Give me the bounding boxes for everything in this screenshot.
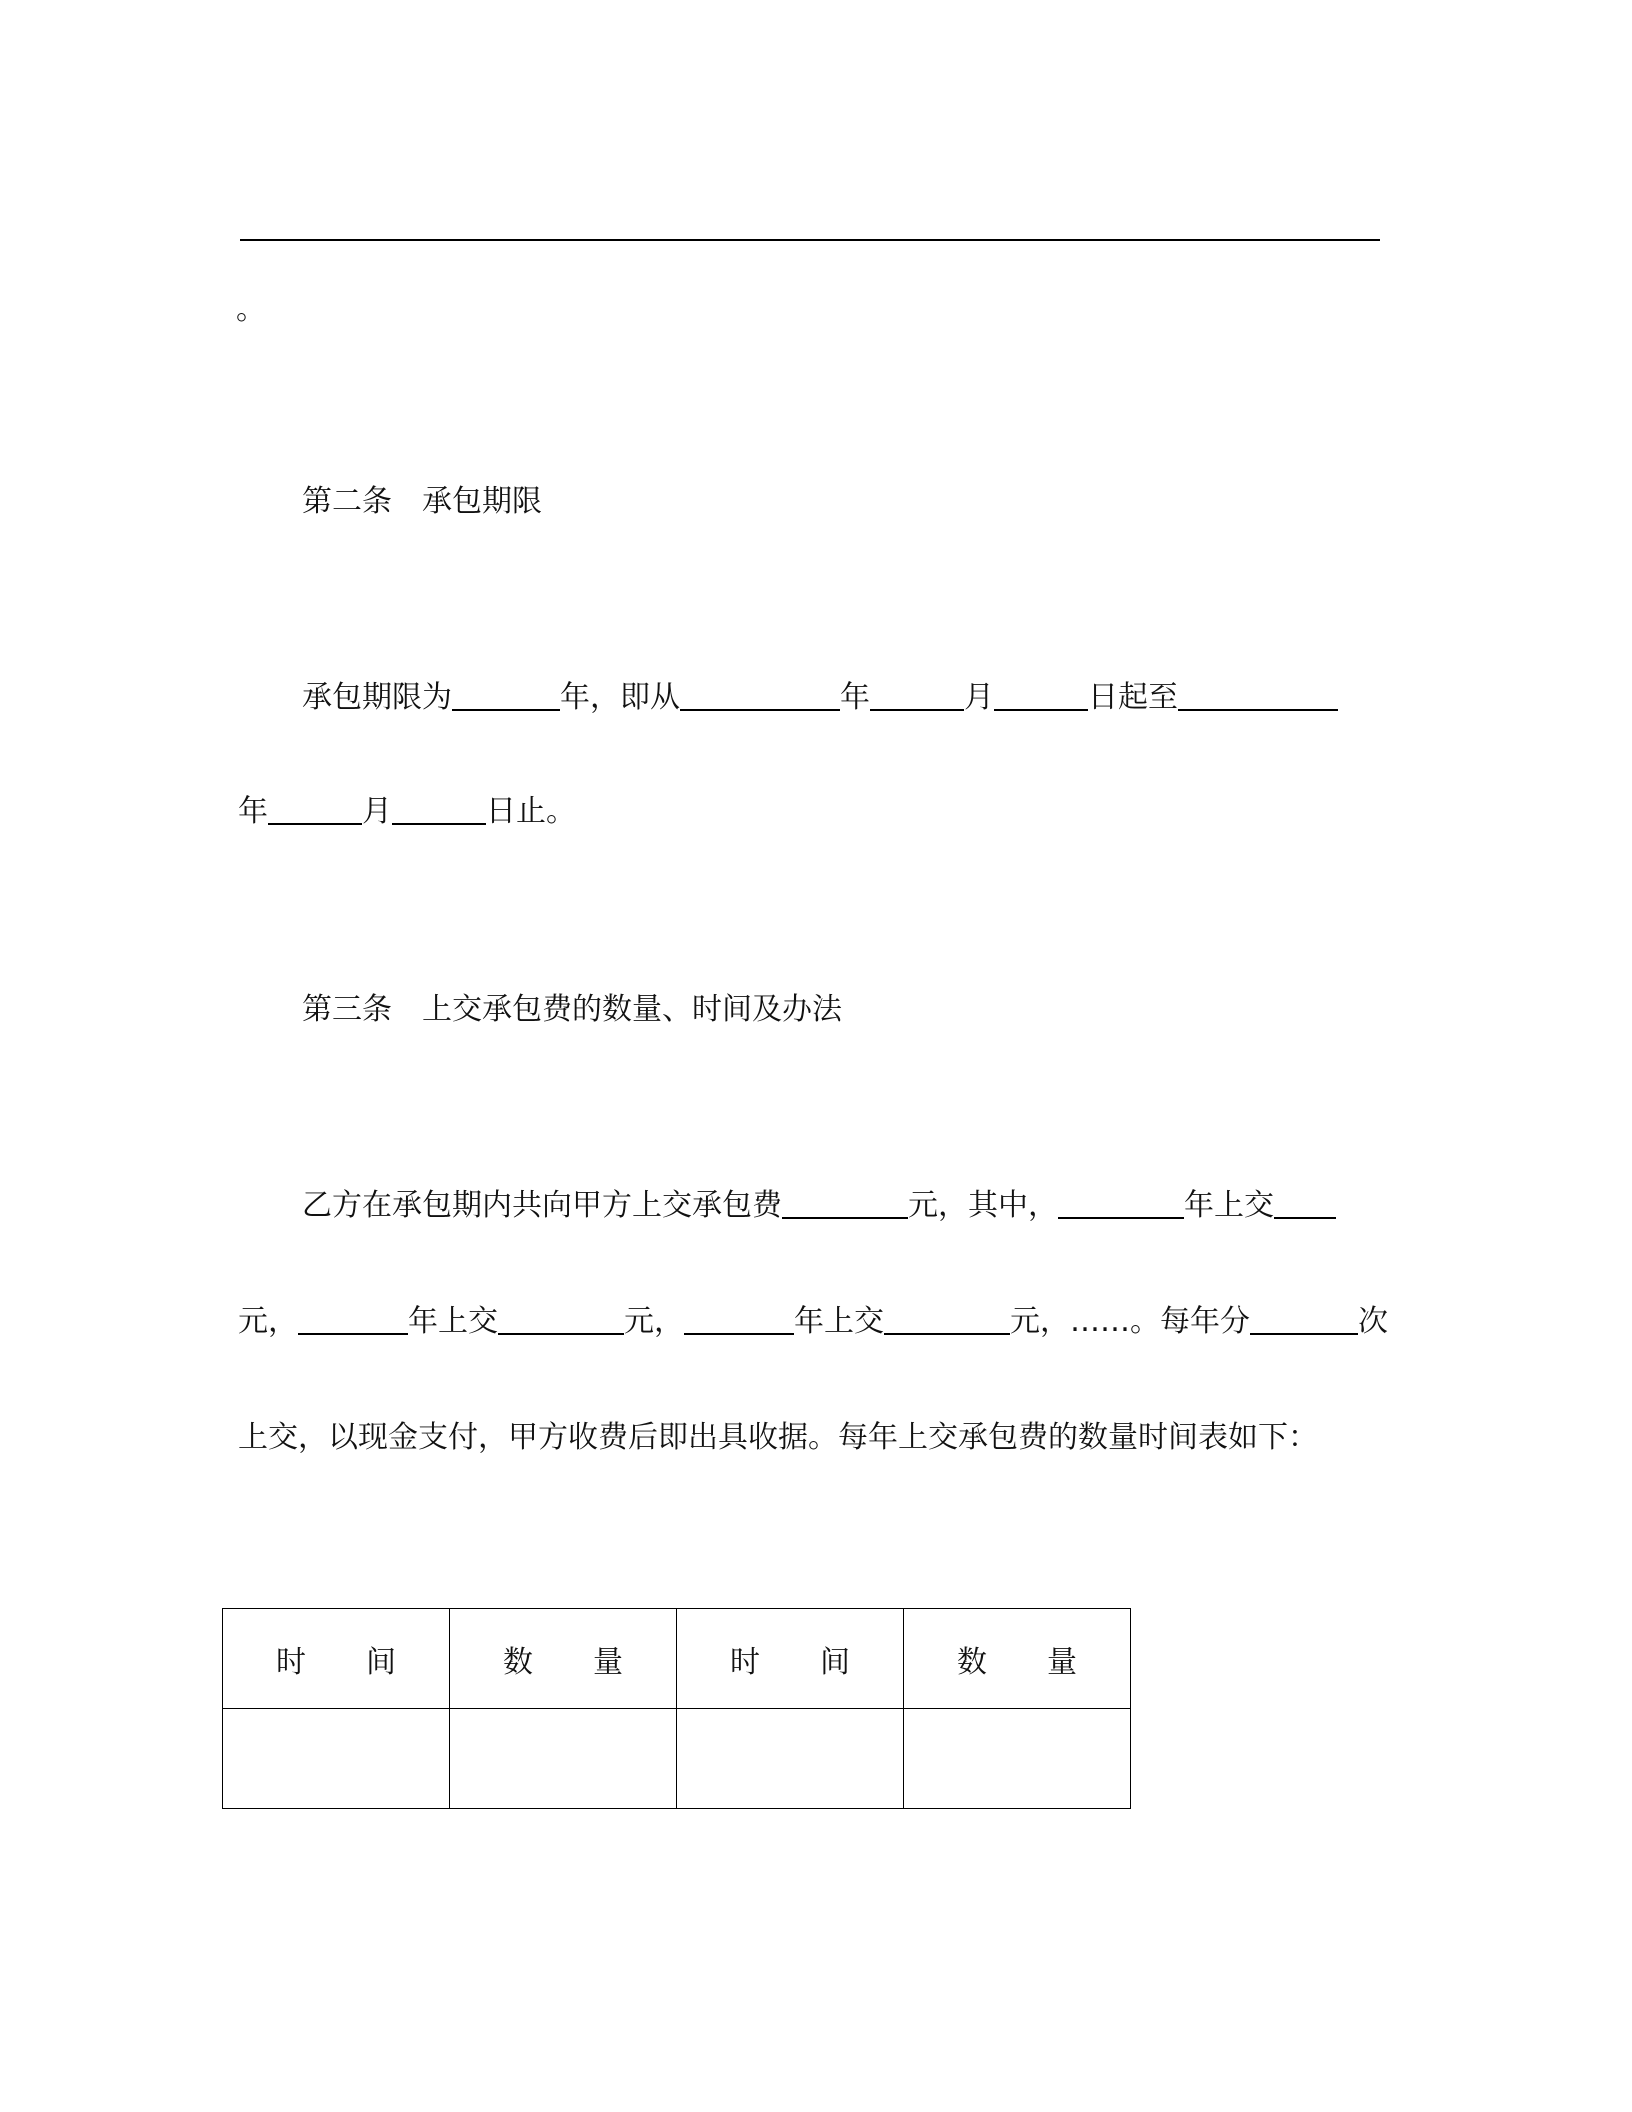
blank-end-month[interactable] <box>268 795 362 825</box>
blank-end-day[interactable] <box>392 795 486 825</box>
text-segment: 承包期限为 <box>302 680 452 715</box>
text-segment: 乙方在承包期内共向甲方上交承包费 <box>302 1188 782 1223</box>
article-3-line-2 <box>238 1302 1388 1342</box>
article-3-title: 第三条 上交承包费的数量、时间及办法 <box>302 992 842 1027</box>
text-segment: 月 <box>964 680 994 715</box>
text-segment: 月 <box>362 794 392 829</box>
table-cell[interactable] <box>677 1709 904 1809</box>
blank-amount-1[interactable] <box>1274 1189 1336 1219</box>
text-segment: 元，其中， <box>908 1188 1058 1223</box>
blank-amount-3[interactable] <box>884 1305 1010 1335</box>
text-segment: 年 <box>840 680 870 715</box>
blank-year-3[interactable] <box>684 1305 794 1335</box>
blank-year-1[interactable] <box>1058 1189 1184 1219</box>
article-2-line-1 <box>302 678 1338 718</box>
text-segment: 元，……。每年分 <box>1010 1304 1250 1339</box>
text-segment: 年，即从 <box>560 680 680 715</box>
table-header-cell: 数 量 <box>904 1609 1131 1709</box>
text-segment: 元， <box>238 1304 298 1339</box>
text-segment: 次 <box>1358 1304 1388 1339</box>
table-cell[interactable] <box>223 1709 450 1809</box>
blank-times-per-year[interactable] <box>1250 1305 1358 1335</box>
blank-total-fee[interactable] <box>782 1189 908 1219</box>
table-header-cell: 数 量 <box>450 1609 677 1709</box>
blank-year-2[interactable] <box>298 1305 408 1335</box>
text-segment: 年上交 <box>408 1304 498 1339</box>
table-cell[interactable] <box>904 1709 1131 1809</box>
top-rule <box>240 239 1380 241</box>
text-segment: 年 <box>238 794 268 829</box>
article-3-line-1 <box>302 1186 1336 1226</box>
text-segment: 年上交 <box>794 1304 884 1339</box>
table-cell[interactable] <box>450 1709 677 1809</box>
text-segment: 年上交 <box>1184 1188 1274 1223</box>
text-segment: 日起至 <box>1088 680 1178 715</box>
top-fragment: 。 <box>236 292 266 327</box>
article-2-line-2 <box>238 792 576 832</box>
table-row <box>223 1709 1131 1809</box>
blank-start-year[interactable] <box>680 681 840 711</box>
text-segment: 元， <box>624 1304 684 1339</box>
table-header-row <box>223 1609 1131 1709</box>
table-header-cell: 时 间 <box>223 1609 450 1709</box>
table-header-cell: 时 间 <box>677 1609 904 1709</box>
blank-amount-2[interactable] <box>498 1305 624 1335</box>
article-3-line-3: 上交，以现金支付，甲方收费后即出具收据。每年上交承包费的数量时间表如下： <box>238 1420 1318 1455</box>
fee-schedule-table <box>222 1608 1131 1809</box>
blank-start-month[interactable] <box>870 681 964 711</box>
article-2-title: 第二条 承包期限 <box>302 484 542 519</box>
blank-end-year[interactable] <box>1178 681 1338 711</box>
blank-years[interactable] <box>452 681 560 711</box>
blank-start-day[interactable] <box>994 681 1088 711</box>
text-segment: 日止。 <box>486 794 576 829</box>
